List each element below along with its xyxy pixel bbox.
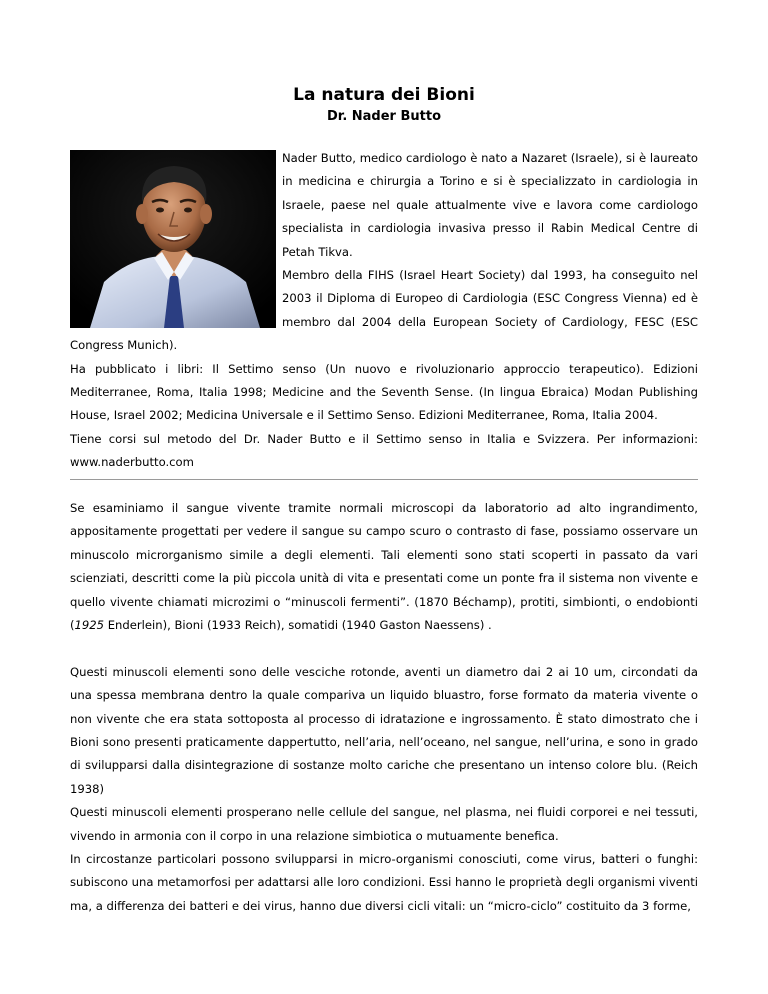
article-paragraph: Questi minuscoli elementi sono delle vesciche rotonde, aventi un diametro dai 2 ai 10 um, circondati da una spessa membrana dentro la quale compariva un liquido bluastro, forse formato da materia vivente o non vivente che era stata sottoposta al processo di idratazione e ingrossamento. È stato dimostrato che i Bioni sono presenti praticamente dappertutto, nell’aria, nell’oceano, nel sangue, nell’urina, e sono in grado di svilupparsi dalla disintegrazione di sostanze molto cariche che presentano un intenso colore blu. (Reich 1938) bbox=[70, 664, 698, 796]
author-bio bbox=[70, 147, 698, 475]
article-paragraph: Questi minuscoli elementi prosperano nelle cellule del sangue, nel plasma, nei fluidi corporei e nei tessuti, vivendo in armonia con il corpo in una relazione simbiotica o mutuamente benefica. bbox=[70, 805, 698, 843]
article-paragraph: In circostanze particolari possono svilupparsi in micro-organismi conosciuti, come virus, batteri o funghi: subiscono una metamorfosi per adattarsi alle loro condizioni. Essi hanno le proprietà degli organismi viventi ma, a differenza dei batteri e dei virus, hanno due diversi cicli vitali: un “micro-ciclo” costituito da 3 forme, bbox=[70, 852, 698, 913]
bio-paragraph: Ha pubblicato i libri: Il Settimo senso (Un nuovo e rivoluzionario approccio terapeutico). Edizioni Mediterranee, Roma, Italia 1998; Medicine and the Seventh Sense. (In lingua Ebraica) Modan Publishing House, Israel 2002; Medicina Universale e il Settimo Senso. Edizioni Mediterranee, Roma, Italia 2004. bbox=[70, 361, 698, 423]
bio-paragraph: Nader Butto, medico cardiologo è nato a Nazaret (Israele), si è laureato in medicina e chirurgia a Torino e si è specializzato in cardiologia in Israele, paese nel quale attualmente vive e lavora come cardiologo specialista in cardiologia invasiva presso il Rabin Medical Centre di Petah Tikva. bbox=[282, 151, 698, 259]
text-run: Enderlein), Bioni (1933 Reich), somatidi (1940 Gaston Naessens) . bbox=[104, 618, 492, 633]
year-text: 1925 bbox=[74, 618, 105, 633]
page-title: La natura dei Bioni bbox=[293, 85, 475, 105]
bio-paragraph: Membro della FIHS (Israel Heart Society) dal 1993, ha conseguito nel 2003 il Diploma di Europeo di Cardiologia (ESC Congress Vienna) ed è membro dal 2004 della European Society of Cardiology, FESC (ESC Congress Munich). bbox=[70, 268, 698, 353]
article-body bbox=[70, 497, 698, 918]
bio-paragraph: Tiene corsi sul metodo del Dr. Nader Butto e il Settimo senso in Italia e Svizzera. Per informazioni: www.naderbutto.com bbox=[70, 431, 698, 470]
article-paragraph bbox=[70, 497, 698, 637]
section-divider bbox=[70, 479, 698, 480]
text-run: Se esaminiamo il sangue vivente tramite normali microscopi da laboratorio ad alto ingrandimento, appositamente progettati per vedere il sangue su campo scuro o contrasto di fase, possiamo osservare un minuscolo microrganismo simile a degli elementi. Tali elementi sono stati scoperti in passato da vari scienziati, descritti come la più piccola unità di vita e presentati come un ponte fra il sistema non vivente e quello vivente chiamati microzimi o “minuscoli fermenti”. (1870 Béchamp), protiti, simbionti, o endobionti ( bbox=[70, 501, 698, 633]
author-name: Dr. Nader Butto bbox=[326, 109, 442, 124]
